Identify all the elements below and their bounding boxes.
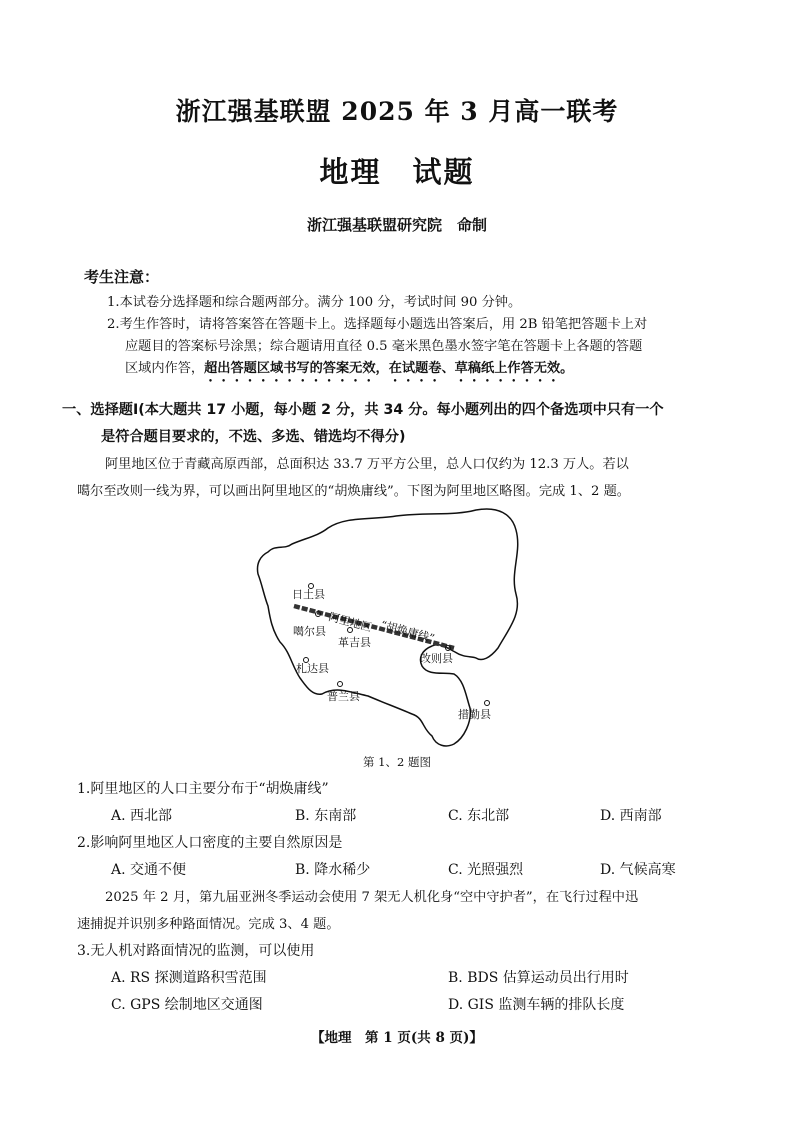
map-label-geji: 革吉县 bbox=[338, 636, 371, 649]
passage-2-line-1: 2025 年 2 月，第九届亚洲冬季运动会使用 7 架无人机化身“空中守护者”，在飞行过程中迅 bbox=[105, 890, 639, 905]
map-label-gaize: 改则县 bbox=[420, 652, 453, 665]
question-3-option-b: B. BDS 估算运动员出行用时 bbox=[448, 970, 629, 986]
exam-title: 浙江强基联盟 2025 年 3 月高一联考 bbox=[175, 97, 619, 126]
notes-line-2: 2.考生作答时，请将答案答在答题卡上。选择题每小题选出答案后，用 2B 铅笔把答题卡上对 bbox=[107, 317, 648, 332]
map-label-zhada: 札达县 bbox=[296, 662, 329, 675]
passage-1-line-2: 噶尔至改则一线为界，可以画出阿里地区的“胡焕庸线”。下图为阿里地区略图。完成 1、2 题。 bbox=[77, 484, 630, 499]
page-footer: 【地理 第 1 页(共 8 页)】 bbox=[311, 1030, 483, 1046]
question-3-option-d: D. GIS 监测车辆的排队长度 bbox=[448, 997, 625, 1013]
question-2-option-d: D. 气候高寒 bbox=[600, 862, 676, 878]
question-3-option-a: A. RS 探测道路积雪范围 bbox=[111, 970, 267, 986]
passage-1-line-1: 阿里地区位于青藏高原西部，总面积达 33.7 万平方公里，总人口仅约为 12.3 万人。若以 bbox=[105, 457, 629, 472]
question-1-option-b: B. 东南部 bbox=[295, 808, 357, 824]
question-1-stem: 1.阿里地区的人口主要分布于“胡焕庸线” bbox=[77, 781, 329, 797]
section-1-heading: 一、选择题Ⅰ(本大题共 17 小题，每小题 2 分，共 34 分。每小题列出的四个备选项中只有一个 bbox=[62, 402, 664, 418]
map-point-pulan bbox=[338, 682, 343, 687]
map-label-gaer: 噶尔县 bbox=[293, 625, 326, 638]
question-1-option-a: A. 西北部 bbox=[111, 808, 173, 824]
question-2-option-c: C. 光照强烈 bbox=[448, 862, 524, 878]
notes-line-4 bbox=[125, 357, 573, 385]
notes-line-3: 应题目的答案标号涂黑；综合题请用直径 0.5 毫米黑色墨水签字笔在答题卡上各题的答题 bbox=[125, 339, 643, 354]
notes-title: 考生注意： bbox=[84, 268, 160, 286]
question-2-stem: 2.影响阿里地区人口密度的主要自然原因是 bbox=[77, 835, 343, 851]
producer-line: 浙江强基联盟研究院 命制 bbox=[306, 216, 487, 234]
question-3-option-c: C. GPS 绘制地区交通图 bbox=[111, 997, 263, 1013]
map-label-pulan: 普兰县 bbox=[327, 690, 360, 703]
question-3-stem: 3.无人机对路面情况的监测，可以使用 bbox=[77, 943, 315, 959]
map-point-cuoqin bbox=[485, 701, 490, 706]
notes-warning-emphasis: 超出答题区域书写的答案无效，在试题卷、草稿纸上作答无效。 bbox=[204, 361, 574, 376]
map-label-ritu: 日土县 bbox=[292, 588, 325, 601]
question-1-option-d: D. 西南部 bbox=[600, 808, 662, 824]
map-caption: 第 1、2 题图 bbox=[363, 755, 431, 769]
ali-region-map bbox=[250, 500, 550, 750]
map-line-label: “胡焕庸线” bbox=[379, 618, 436, 646]
question-2-option-b: B. 降水稀少 bbox=[295, 862, 371, 878]
notes-line-1: 1.本试卷分选择题和综合题两部分。满分 100 分，考试时间 90 分钟。 bbox=[107, 295, 522, 310]
subject-title: 地理 试题 bbox=[319, 155, 475, 189]
passage-2-line-2: 速捕捉并识别多种路面情况。完成 3、4 题。 bbox=[77, 917, 340, 932]
notes-line-4-lead: 区域内作答， bbox=[125, 361, 205, 376]
question-1-option-c: C. 东北部 bbox=[448, 808, 510, 824]
question-2-option-a: A. 交通不便 bbox=[111, 862, 187, 878]
map-label-cuoqin: 措勤县 bbox=[458, 708, 491, 721]
section-1-heading-cont: 是符合题目要求的，不选、多选、错选均不得分) bbox=[101, 429, 406, 445]
map-region-label: 阿里地区 bbox=[327, 610, 374, 635]
